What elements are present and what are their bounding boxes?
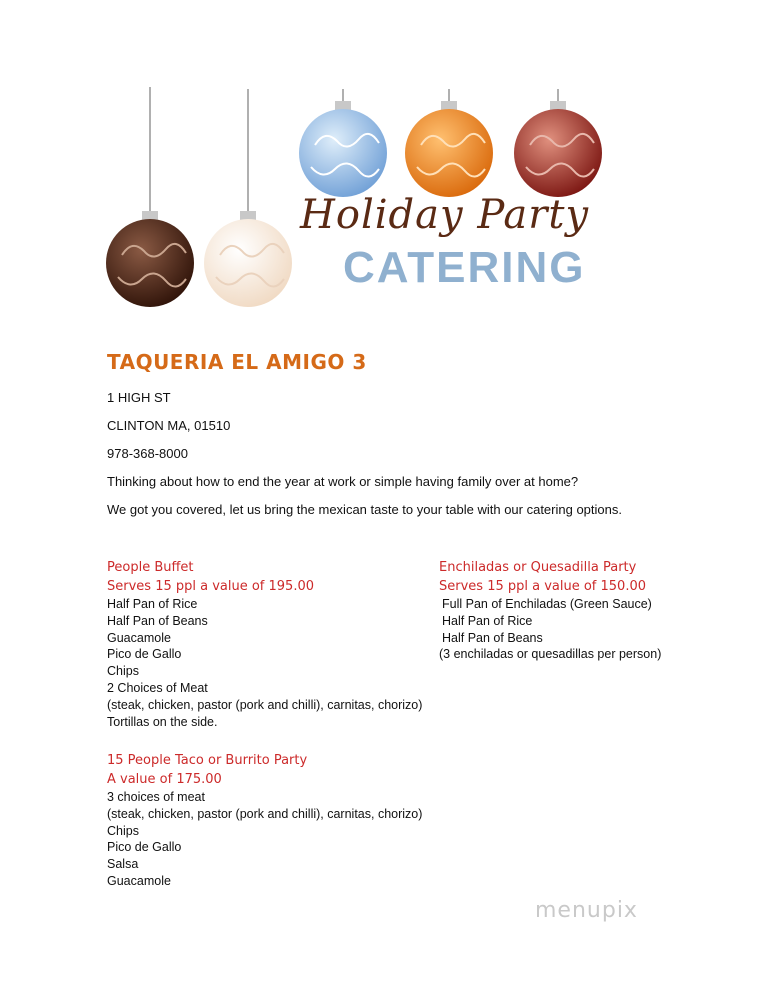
menu-item: (steak, chicken, pastor (pork and chilli), carnitas, chorizo) [107,806,423,821]
menu-item: Half Pan of Beans [107,613,208,628]
menu-item: (3 enchiladas or quesadillas per person) [439,647,662,662]
menu-item: Full Pan of Enchiladas (Green Sauce) [442,597,652,611]
business-city: CLINTON MA, 01510 [107,418,231,433]
menu-item: Chips [107,823,139,838]
menu-price: Serves 15 ppl a value of 195.00 [107,579,315,594]
menu-item: Salsa [107,857,139,872]
menu-item: Half Pan of Rice [107,597,198,611]
menu-title: Enchiladas or Quesadilla Party [439,560,637,575]
menu-enchiladas [439,558,661,663]
menu-item: 3 choices of meat [107,790,205,804]
menu-item: Pico de Gallo [107,647,182,662]
menu-item: Half Pan of Beans [442,630,543,645]
menu-item: Guacamole [107,873,171,888]
menu-item: Guacamole [107,630,171,645]
menu-price: A value of 175.00 [107,772,222,787]
menu-item: 2 Choices of Meat [107,680,208,695]
brand-holiday-party: Holiday Party [300,192,590,238]
menu-taco [107,751,422,890]
ornament-red-icon [514,101,602,197]
ornament-blue-icon [299,101,387,197]
menu-item: Chips [107,664,139,679]
intro-line-2: We got you covered, let us bring the mexican taste to your table with our catering options. [107,502,622,517]
menu-buffet [107,558,422,730]
menu-title: People Buffet [107,560,194,575]
menu-item: Pico de Gallo [107,840,182,855]
menu-title: 15 People Taco or Burrito Party [107,753,308,768]
menu-item: Tortillas on the side. [107,714,218,729]
watermark: menupix [535,898,638,923]
brand-catering: CATERING [343,243,586,292]
intro-line-1: Thinking about how to end the year at work or simple having family over at home? [107,474,579,489]
business-phone: 978-368-8000 [107,446,188,461]
business-name: TAQUERIA EL AMIGO 3 [107,350,367,374]
menu-item: (steak, chicken, pastor (pork and chilli), carnitas, chorizo) [107,697,423,712]
ornament-dark-icon [106,211,194,307]
menu-price: Serves 15 ppl a value of 150.00 [439,579,647,594]
business-street: 1 HIGH ST [107,390,171,405]
menu-item: Half Pan of Rice [442,613,533,628]
ornament-white-icon [204,211,292,307]
ornament-orange-icon [405,101,493,197]
